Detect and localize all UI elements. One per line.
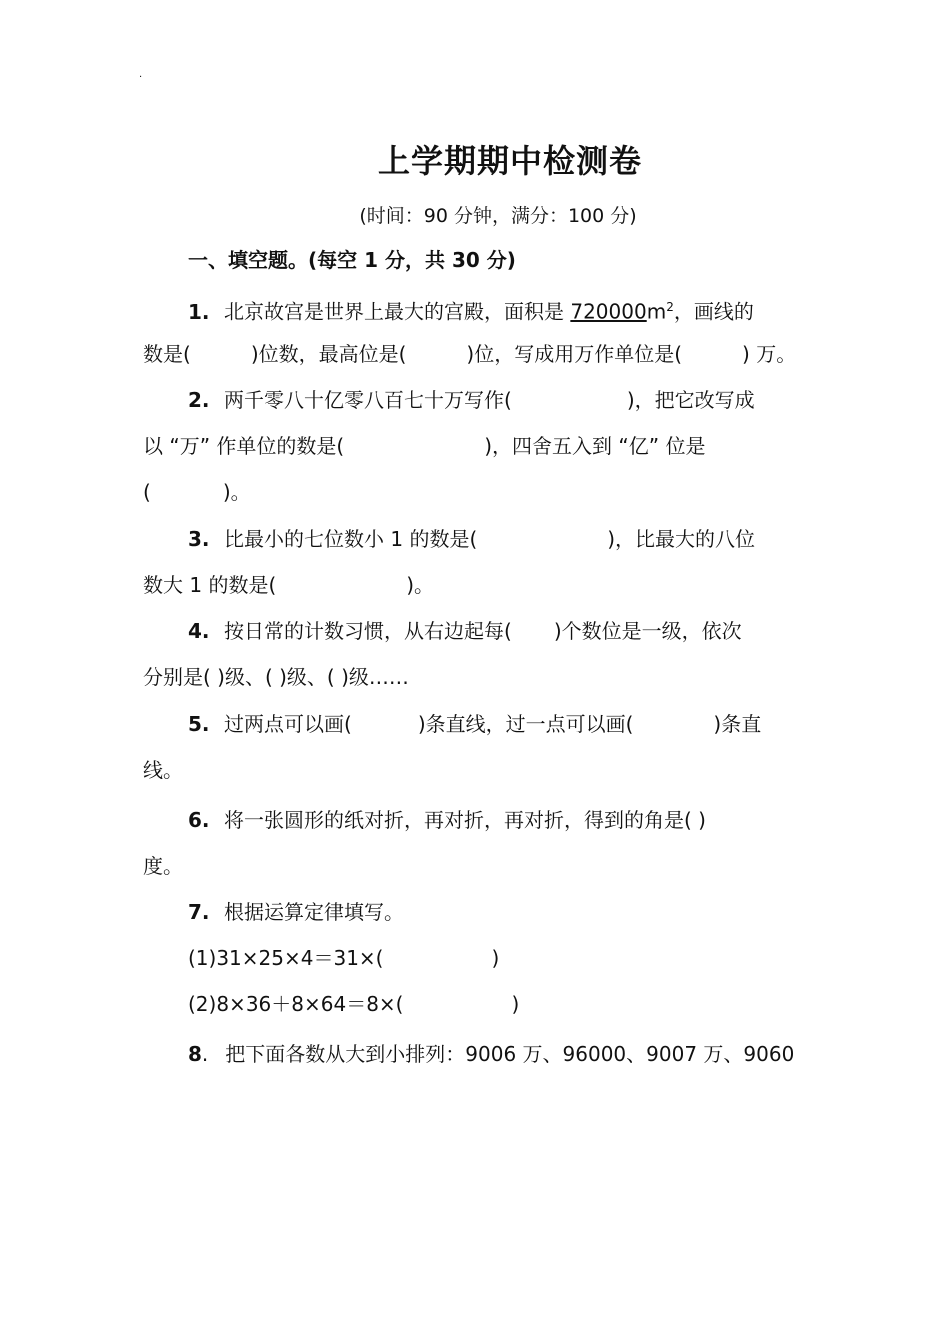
question-2-line-1: [188, 387, 755, 413]
question-text: 数是(: [143, 342, 191, 366]
question-text: 数大 1 的数是(: [143, 573, 277, 597]
question-text: )个数位是一级，依次: [553, 619, 742, 643]
question-1-line-2: [143, 341, 796, 367]
question-text: ，画线的: [673, 299, 754, 324]
question-2-line-2: [143, 433, 706, 459]
question-3-line-1: [188, 526, 755, 552]
question-number: 1.: [188, 299, 210, 324]
question-text: )，四舍五入到 “亿” 位是: [484, 434, 706, 458]
question-number: 2.: [188, 388, 210, 412]
question-text: (: [143, 480, 151, 504]
question-text: )条直线，过一点可以画(: [417, 712, 634, 736]
equation: (2)8×36＋8×64＝8×(: [188, 992, 404, 1016]
question-text: 过两点可以画(: [224, 712, 352, 736]
question-text: )条直: [713, 712, 762, 736]
question-text: 以 “万” 作单位的数是(: [143, 434, 345, 458]
equation: (1)31×25×4＝31×(: [188, 946, 384, 970]
question-5-line-2: 线。: [143, 758, 183, 782]
question-text: 按日常的计数习惯，从右边起每(: [224, 619, 512, 643]
question-7-sub-2: [188, 991, 519, 1017]
question-4-line-2: 分别是( )级、( )级、( )级……: [143, 665, 409, 689]
question-text: )，把它改写成: [626, 388, 755, 412]
page-title: 上学期期中检测卷: [377, 142, 642, 180]
question-2-line-3: [143, 479, 251, 505]
question-number: 6.: [188, 808, 210, 832]
question-number: 4.: [188, 619, 210, 643]
section-heading: 一、填空题。(每空 1 分，共 30 分): [188, 248, 516, 272]
question-text: 比最小的七位数小 1 的数是(: [224, 527, 478, 551]
question-text: 将一张圆形的纸对折，再对折，再对折，得到的角是( ): [224, 808, 706, 832]
question-text: 两千零八十亿零八百七十万写作(: [224, 388, 512, 412]
question-number: 7.: [188, 900, 210, 924]
question-3-line-2: [143, 572, 434, 598]
question-text: )位，写成用万作单位是(: [466, 342, 683, 366]
question-7-sub-1: [188, 945, 499, 971]
question-4-line-1: [188, 618, 742, 644]
question-number-dot: .: [201, 1042, 209, 1066]
question-6-line-1: [188, 807, 706, 833]
underlined-number: 720000: [570, 299, 647, 324]
superscript: 2: [666, 300, 674, 314]
question-5-line-1: [188, 711, 761, 737]
equation: ): [511, 992, 520, 1016]
question-text: )位数，最高位是(: [250, 342, 407, 366]
question-number: 5.: [188, 712, 210, 736]
question-number: 8: [188, 1042, 202, 1066]
question-1-line-1: [188, 294, 754, 325]
question-text: ) 万。: [742, 342, 797, 366]
question-text: 把下面各数从大到小排列：9006 万、96000、9007 万、9060: [225, 1042, 795, 1066]
question-text: )。: [406, 573, 435, 597]
question-text: )。: [222, 480, 251, 504]
page-mark: .: [139, 69, 143, 80]
question-text: 根据运算定律填写。: [224, 900, 404, 924]
question-number: 3.: [188, 527, 210, 551]
unit: m: [646, 299, 667, 324]
question-6-line-2: 度。: [143, 854, 183, 878]
question-text: )，比最大的八位: [607, 527, 756, 551]
question-8-line-1: [188, 1041, 794, 1067]
equation: ): [491, 946, 500, 970]
exam-info: (时间：90 分钟，满分：100 分): [359, 205, 637, 227]
question-text: 北京故宫是世界上最大的宫殿，面积是: [224, 299, 571, 324]
question-7-line-1: [188, 899, 404, 925]
